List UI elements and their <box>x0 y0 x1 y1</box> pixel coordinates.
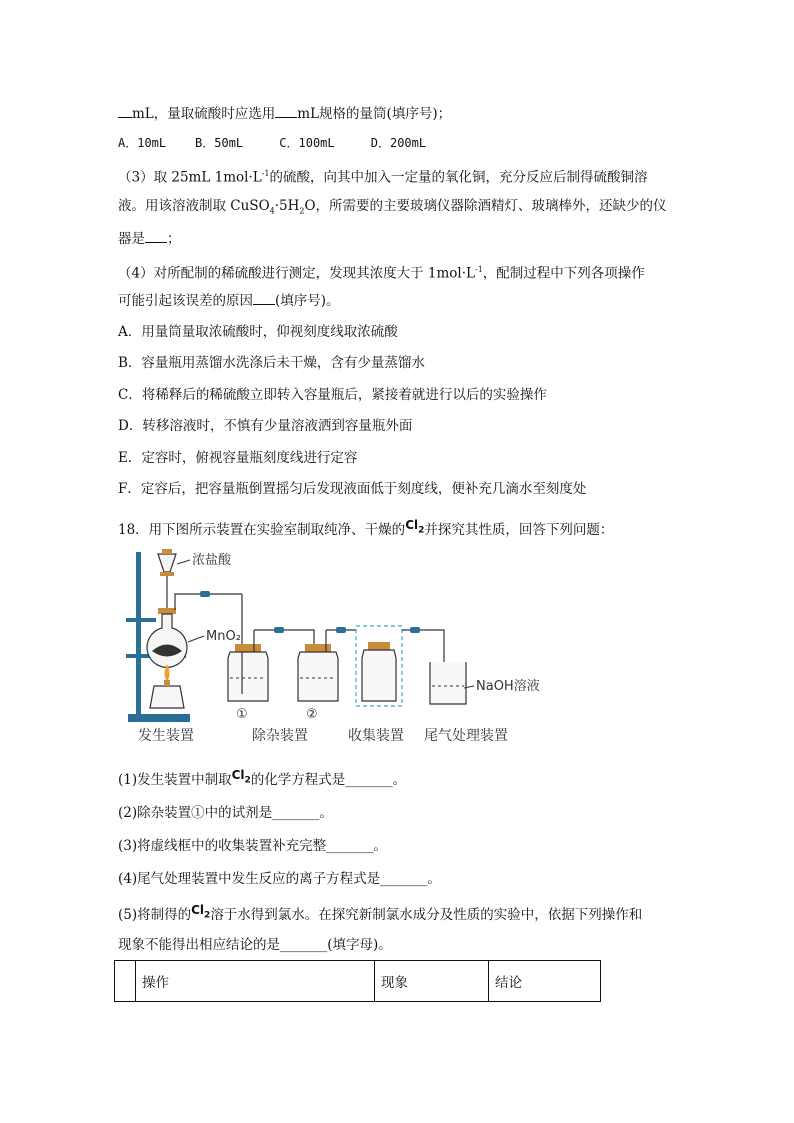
table-header-cell <box>115 961 136 1002</box>
sub-question-2: (2)除杂装置①中的试剂是_______。 <box>118 805 333 821</box>
caption-collection: 收集装置 <box>348 728 404 744</box>
wash-bottle-1 <box>228 652 268 701</box>
label-naoh: NaOH溶液 <box>476 679 540 694</box>
stand-rod <box>136 552 141 716</box>
table-header-cell: 现象 <box>375 961 489 1002</box>
caption-purification: 除杂装置 <box>252 728 308 744</box>
funnel-stopper <box>162 549 172 554</box>
bottle-1-stopper <box>235 644 261 652</box>
caption-tail-gas: 尾气处理装置 <box>424 728 508 744</box>
cl2-formula: $Cl_2$ <box>405 518 425 536</box>
label-bottle-1: ① <box>236 707 248 722</box>
option-f: F．定容后，把容量瓶倒置摇匀后发现液面低于刻度线，便补充几滴水至刻度处 <box>118 481 587 497</box>
tube-connector <box>200 591 210 597</box>
table-header-cell: 结论 <box>489 961 601 1002</box>
question-18-intro: 18．用下图所示装置在实验室制取纯净、干燥的$Cl_2$并探究其性质，回答下列问题： <box>118 518 614 538</box>
blank <box>275 103 297 118</box>
beaker <box>430 662 466 704</box>
clamp-upper <box>126 618 156 622</box>
apparatus-figure <box>118 546 540 746</box>
cl2-formula: $Cl_2$ <box>231 768 251 786</box>
sub-question-5-cont: 现象不能得出相应结论的是_______(填字母)。 <box>118 937 392 953</box>
line-5: 器是 ； <box>118 228 181 249</box>
line-4: 液。用该溶液制取 $CuSO_4\cdot 5H_2O$，所需要的主要玻璃仪器除酒精灯、玻璃棒外，还缺少的仪 <box>118 198 667 216</box>
line-1: mL，量取硫酸时应选用 mL规格的量筒(填序号)； <box>118 103 451 124</box>
option-c: C．将稀释后的稀硫酸立即转入容量瓶后，紧接着就进行以后的实验操作 <box>118 387 547 403</box>
option-d: D．转移溶液时，不慎有少量溶液洒到容量瓶外面 <box>118 418 413 434</box>
funnel-stopcock <box>160 572 174 576</box>
table-header-cell: 操作 <box>136 961 375 1002</box>
answer-table <box>114 960 601 1002</box>
round-bottom-flask <box>147 614 187 667</box>
label-bottle-2: ② <box>306 707 318 722</box>
alcohol-lamp <box>150 686 184 708</box>
blank <box>253 290 275 305</box>
sub-question-1: (1)发生装置中制取$Cl_2$的化学方程式是_______。 <box>118 768 407 788</box>
line-7: 可能引起该误差的原因 (填序号)。 <box>118 290 340 311</box>
flask-stopper <box>158 608 176 614</box>
sub-question-5: (5)将制得的$Cl_2$溶于水得到氯水。在探究新制氯水成分及性质的实验中，依据下列操作和 <box>118 903 643 923</box>
separatory-funnel <box>158 554 176 572</box>
blank <box>145 228 167 243</box>
blank <box>118 103 132 118</box>
cl2-formula: $Cl_2$ <box>191 903 211 921</box>
option-e: E．定容时，俯视容量瓶刻度线进行定容 <box>118 450 358 466</box>
option-a: A．用量筒量取浓硫酸时，仰视刻度线取浓硫酸 <box>118 324 398 340</box>
sub-question-3: (3)将虚线框中的收集装置补充完整_______。 <box>118 838 387 854</box>
line-3: （3）取 25mL $1mol\cdot L^{-1}$的硫酸，向其中加入一定量的氧化铜，充分反应后制得硫酸铜溶 <box>118 169 648 186</box>
option-b: B．容量瓶用蒸馏水洗涤后未干燥，含有少量蒸馏水 <box>118 355 425 371</box>
wash-bottle-2 <box>298 652 338 701</box>
collection-bottle <box>362 650 396 701</box>
sub-question-4: (4)尾气处理装置中发生反应的离子方程式是_______。 <box>118 871 441 887</box>
label-mno2: MnO₂ <box>206 629 241 644</box>
label-conc-hcl: 浓盐酸 <box>192 553 232 568</box>
table-header-row <box>115 961 601 1002</box>
line-6: （4）对所配制的稀硫酸进行测定，发现其浓度大于 $1mol\cdot L^{-1}$，配制过程中下列各项操作 <box>118 265 645 282</box>
caption-generation: 发生装置 <box>138 728 194 744</box>
collection-bottle-stopper <box>368 642 390 650</box>
bottle-2-stopper <box>305 644 331 652</box>
options-line: A．10mL B．50mL C．100mL D．200mL <box>118 136 427 150</box>
